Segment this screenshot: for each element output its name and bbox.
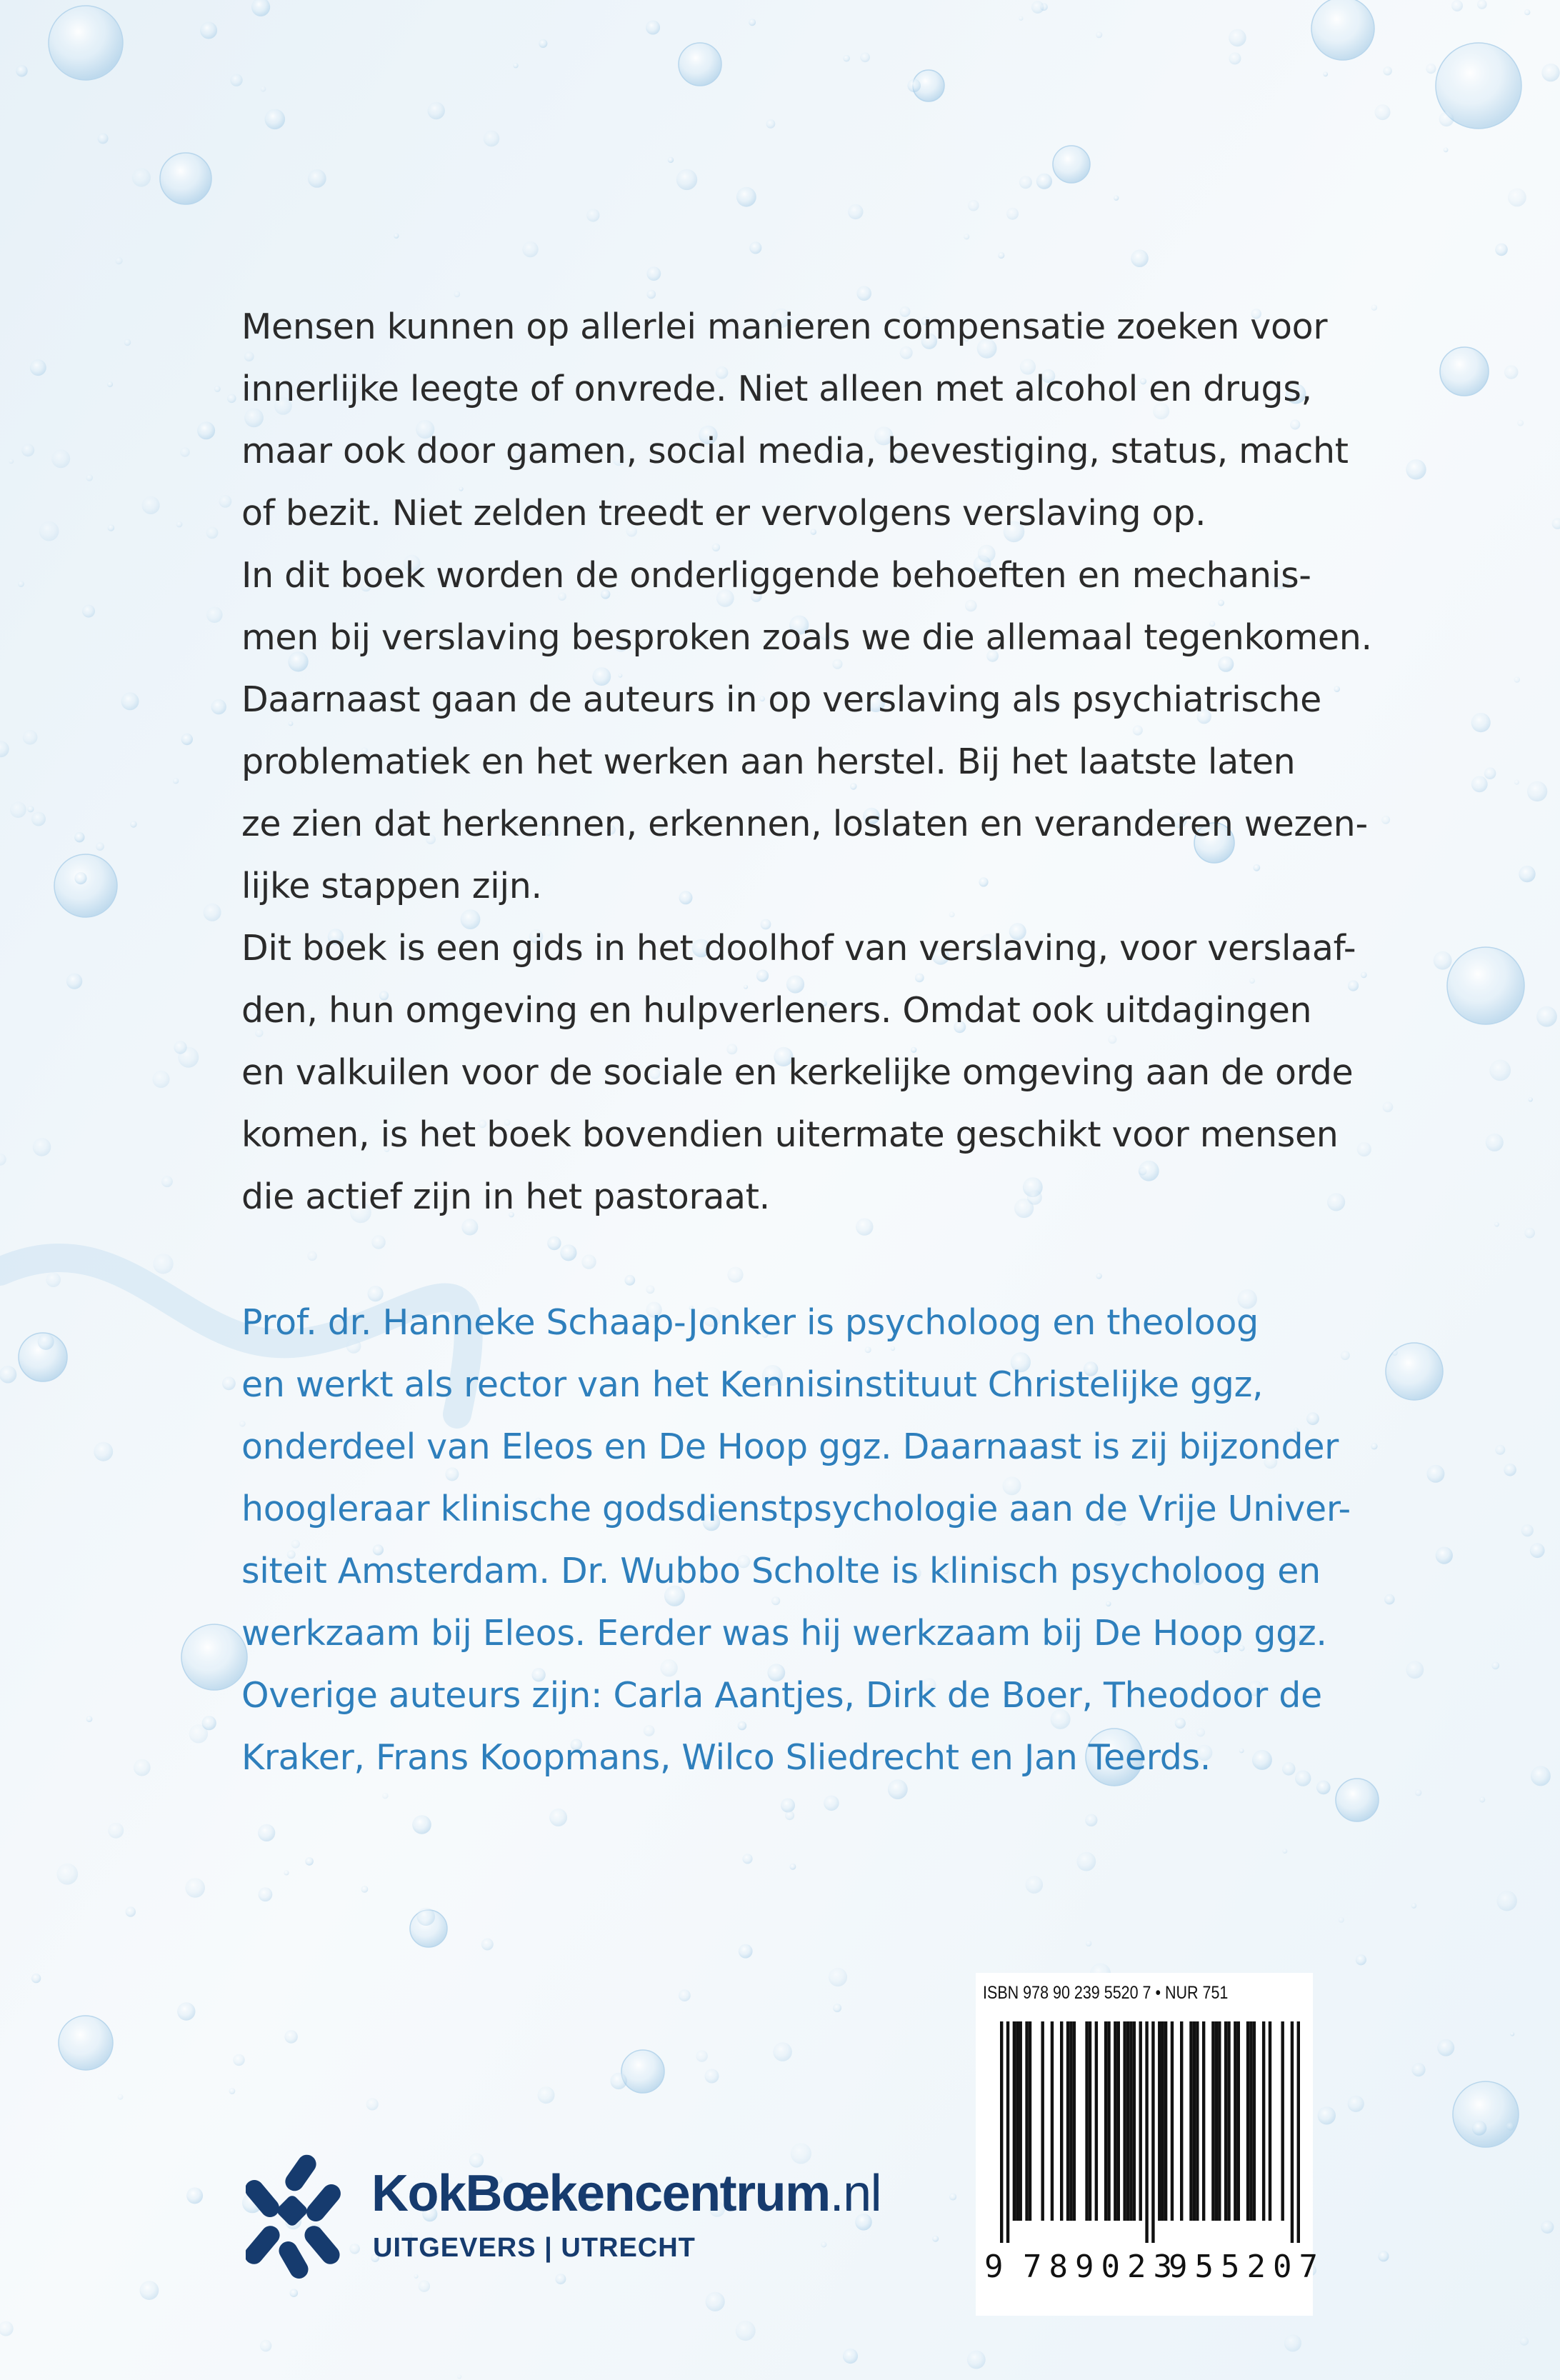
barcode-bar — [1051, 2021, 1054, 2221]
barcode-bar — [1104, 2021, 1107, 2221]
description-line: Mensen kunnen op allerlei manieren compensatie zoeken voor — [241, 306, 1328, 347]
barcode-bar — [1073, 2021, 1076, 2221]
bio-line: Prof. dr. Hanneke Schaap-Jonker is psycholoog en theoloog — [241, 1302, 1259, 1343]
barcode-bar — [1171, 2021, 1174, 2221]
barcode-bar — [1145, 2021, 1148, 2243]
barcode-bar — [1262, 2021, 1265, 2221]
barcode-bar — [1025, 2021, 1028, 2221]
barcode-bar — [1291, 2021, 1294, 2243]
barcode-bar — [1164, 2021, 1167, 2221]
barcode-bar — [1224, 2021, 1227, 2221]
description-line: komen, is het boek bovendien uitermate geschikt voor mensen — [241, 1114, 1339, 1155]
barcode-bar — [1006, 2021, 1009, 2243]
barcode-bar — [1249, 2021, 1252, 2221]
barcode-bar — [1234, 2021, 1236, 2221]
barcode-bar — [1016, 2021, 1019, 2221]
ean-barcode — [1000, 2021, 1300, 2243]
bio-line: Overige auteurs zijn: Carla Aantjes, Dirk de Boer, Theodoor de — [241, 1675, 1322, 1716]
barcode-bar — [1000, 2021, 1003, 2243]
barcode-digits-right: 955207 — [1169, 2249, 1325, 2285]
barcode-bar — [1129, 2021, 1132, 2221]
barcode-bar — [1089, 2021, 1091, 2221]
description-line: en valkuilen voor de sociale en kerkelijke omgeving aan de orde — [241, 1052, 1354, 1093]
barcode-bar — [1013, 2021, 1016, 2221]
barcode-bar — [1126, 2021, 1129, 2221]
description-line: die actief zijn in het pastoraat. — [241, 1176, 770, 1217]
barcode-bar — [1019, 2021, 1022, 2221]
book-description — [241, 296, 1413, 1228]
barcode-bar — [1060, 2021, 1063, 2221]
barcode-bar — [1041, 2021, 1044, 2221]
barcode-digits-left: 789023 — [1023, 2249, 1179, 2285]
publisher-logo-icon — [246, 2149, 353, 2284]
description-line: innerlijke leegte of onvrede. Niet alleen met alcohol en drugs, — [241, 369, 1312, 409]
bio-line: siteit Amsterdam. Dr. Wubbo Scholte is klinisch psycholoog en — [241, 1551, 1321, 1591]
bio-line: hoogleraar klinische godsdienstpsychologie aan de Vrije Univer- — [241, 1489, 1351, 1529]
publisher-name-main: KokBœkencentrum — [371, 2165, 830, 2222]
publisher-name — [371, 2164, 881, 2223]
barcode-bar — [1066, 2021, 1069, 2221]
barcode-digit-first: 9 — [984, 2249, 1011, 2285]
bio-line: werkzaam bij Eleos. Eerder was hij werkzaam bij De Hoop ggz. — [241, 1613, 1327, 1654]
barcode-bar — [1202, 2021, 1205, 2221]
barcode-bar — [1297, 2021, 1300, 2243]
publisher-subtitle: UITGEVERS | UTRECHT — [373, 2233, 696, 2263]
barcode-bar — [1114, 2021, 1116, 2221]
barcode-bar — [1139, 2021, 1142, 2221]
description-line: In dit boek worden de onderliggende behoeften en mechanis- — [241, 555, 1311, 596]
description-line: den, hun omgeving en hulpverleners. Omdat ook uitdagingen — [241, 990, 1312, 1031]
description-line: Daarnaast gaan de auteurs in op verslaving als psychiatrische — [241, 679, 1321, 720]
isbn-label: ISBN 978 90 239 5520 7 • NUR 751 — [983, 1983, 1229, 2003]
description-line: maar ook door gamen, social media, bevestiging, status, macht — [241, 431, 1349, 471]
description-line: lijke stappen zijn. — [241, 866, 542, 906]
barcode-bar — [1269, 2021, 1271, 2221]
barcode-bar — [1085, 2021, 1088, 2221]
barcode-bar — [1227, 2021, 1230, 2221]
description-line: ze zien dat herkennen, erkennen, loslaten en veranderen wezen- — [241, 804, 1368, 844]
barcode-bar — [1161, 2021, 1164, 2221]
description-line: problematiek en het werken aan herstel. Bij het laatste laten — [241, 741, 1296, 782]
barcode-bar — [1107, 2021, 1110, 2221]
barcode-bar — [1095, 2021, 1098, 2221]
barcode-bar — [1246, 2021, 1249, 2221]
barcode-bar — [1196, 2021, 1199, 2221]
publisher-name-tld: .nl — [829, 2165, 881, 2222]
barcode-bar — [1253, 2021, 1256, 2221]
barcode-bar — [1211, 2021, 1214, 2221]
description-line: men bij verslaving besproken zoals we die allemaal tegenkomen. — [241, 617, 1372, 658]
description-line: Dit boek is een gids in het doolhof van verslaving, voor verslaaf- — [241, 928, 1356, 969]
barcode-bar — [1029, 2021, 1031, 2221]
barcode-bar — [1180, 2021, 1183, 2221]
barcode-bar — [1193, 2021, 1196, 2221]
barcode-bar — [1218, 2021, 1221, 2221]
barcode-bar — [1069, 2021, 1072, 2221]
barcode-bar — [1158, 2021, 1161, 2221]
author-bio — [241, 1291, 1413, 1789]
bio-line: en werkt als rector van het Kennisinstituut Christelijke ggz, — [241, 1364, 1264, 1405]
barcode-bar — [1281, 2021, 1284, 2221]
barcode-bar — [1151, 2021, 1154, 2243]
barcode-bar — [1237, 2021, 1240, 2221]
barcode-bar — [1189, 2021, 1192, 2221]
barcode-bar — [1123, 2021, 1126, 2221]
description-line: of bezit. Niet zelden treedt er vervolgens verslaving op. — [241, 493, 1206, 534]
publisher-logo — [246, 2149, 981, 2284]
barcode-bar — [1117, 2021, 1120, 2221]
bio-line: onderdeel van Eleos en De Hoop ggz. Daarnaast is zij bijzonder — [241, 1426, 1339, 1467]
barcode-bar — [1133, 2021, 1136, 2221]
barcode-bar — [1215, 2021, 1218, 2221]
bio-line: Kraker, Frans Koopmans, Wilco Sliedrecht en Jan Teerds. — [241, 1737, 1211, 1778]
